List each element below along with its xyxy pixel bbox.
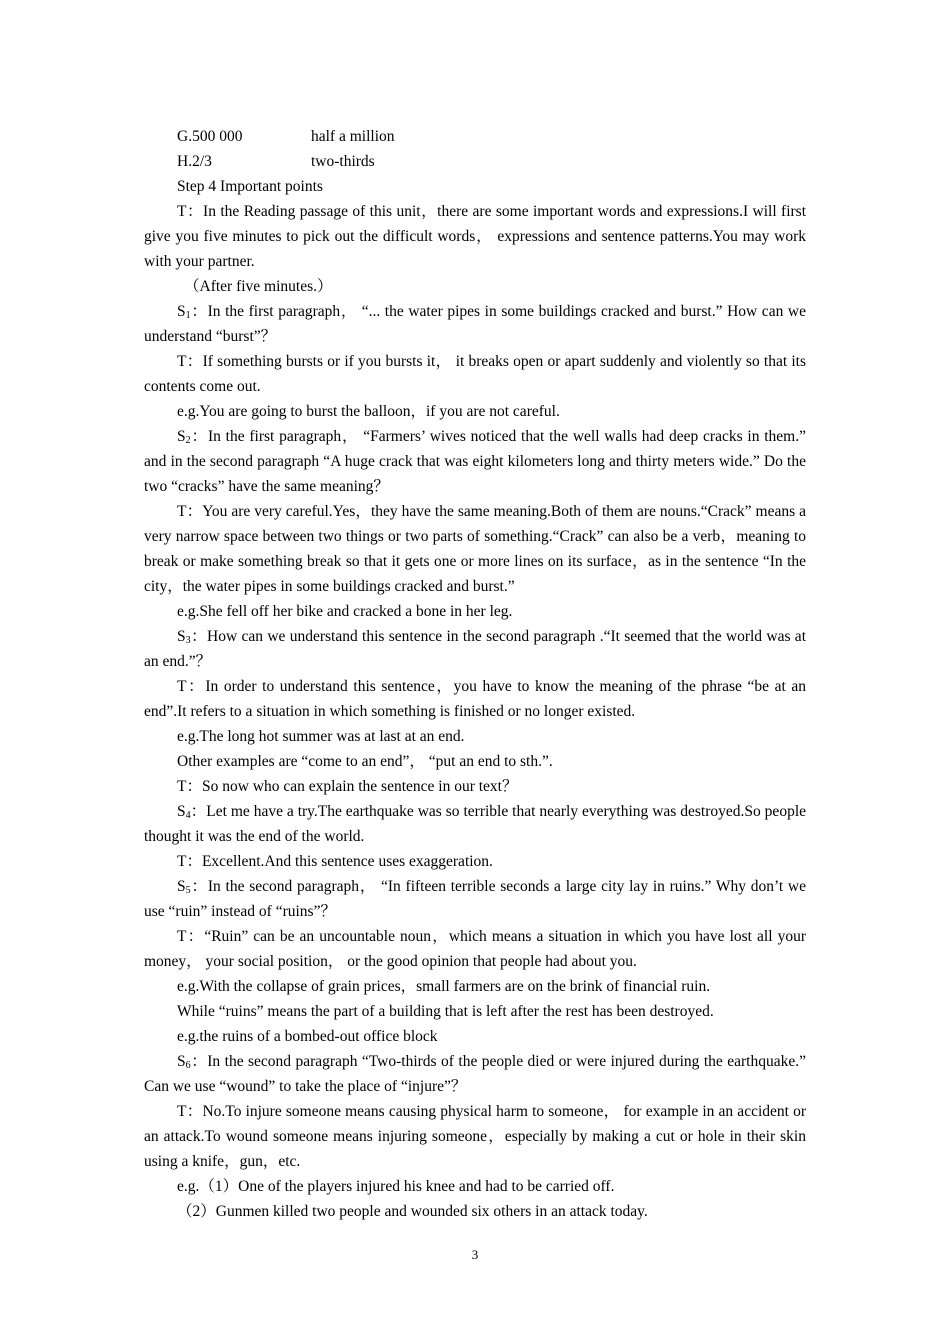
speaker-subscript: 3 [185, 635, 191, 646]
student-question-5 [144, 874, 806, 924]
number-value: G.500 000 [177, 128, 243, 145]
question-text: ：In the second paragraph “Two-thirds of the people died or were injured during the earthquake.” Can we use “wound” to take the place of “injure”？ [144, 1053, 806, 1095]
example-injure-2: （2）Gunmen killed two people and wounded six others in an attack today. [177, 1203, 648, 1220]
speaker-label: S [177, 878, 186, 895]
student-question-2 [144, 424, 806, 499]
other-examples: Other examples are “come to an end”， “put an end to sth.”. [177, 753, 553, 770]
teacher-intro-paragraph: T：In the Reading passage of this unit，there are some important words and expressions.I will first give you five minutes to pick out the difficult words， expressions and sentence patterns.You may work with your partner. [144, 203, 806, 270]
student-question-3 [144, 624, 806, 674]
teacher-answer-crack: T：You are very careful.Yes，they have the same meaning.Both of them are nouns.“Crack” means a very narrow space between two things or two parts of something.“Crack” can also be a verb，meaning to break or make something break so that it gets one or more lines on its surface，as in the sentence “In the city，the water pipes in some buildings cracked and burst.” [144, 503, 806, 595]
speaker-subscript: 1 [185, 310, 191, 321]
ruins-definition: While “ruins” means the part of a building that is left after the rest has been destroyed. [177, 1003, 714, 1020]
speaker-subscript: 2 [185, 435, 191, 446]
example-crack: e.g.She fell off her bike and cracked a bone in her leg. [177, 603, 513, 620]
speaker-label: S [177, 628, 186, 645]
example-end: e.g.The long hot summer was at last at an end. [177, 728, 465, 745]
number-word: two-thirds [311, 153, 375, 170]
student-question-6 [144, 1049, 806, 1099]
student-question-1 [144, 299, 806, 349]
page-number: 3 [471, 1247, 479, 1262]
speaker-label: S [177, 1053, 186, 1070]
question-text: ：In the first paragraph， “... the water pipes in some buildings cracked and burst.” How can we understand “burst”？ [144, 303, 806, 345]
speaker-label: S [177, 803, 186, 820]
teacher-feedback: T：Excellent.And this sentence uses exaggeration. [177, 853, 493, 870]
question-text: ：In the first paragraph， “Farmers’ wives noticed that the well walls had deep cracks in them.” and in the second paragraph “A huge crack that was eight kilometers long and thirty meters wide.” Do the two “cracks” have the same meaning？ [144, 428, 806, 495]
step-heading: Step 4 Important points [177, 178, 323, 195]
question-text: ：In the second paragraph， “In fifteen terrible seconds a large city lay in ruins.” Why don’t we use “ruin” instead of “ruins”？ [144, 878, 806, 920]
number-word: half a million [311, 128, 395, 145]
question-text: ：How can we understand this sentence in the second paragraph .“It seemed that the world was at an end.”？ [144, 628, 806, 670]
speaker-subscript: 6 [185, 1060, 191, 1071]
speaker-subscript: 4 [185, 810, 191, 821]
example-ruin: e.g.With the collapse of grain prices，small farmers are on the brink of financial ruin. [177, 978, 711, 995]
example-burst: e.g.You are going to burst the balloon，if you are not careful. [177, 403, 560, 420]
teacher-answer-ruin: T：“Ruin” can be an uncountable noun，which means a situation in which you have lost all your money， your social position， or the good opinion that people had about you. [144, 928, 806, 970]
teacher-answer-burst: T：If something bursts or if you bursts it， it breaks open or apart suddenly and violently so that its contents come out. [144, 353, 806, 395]
teacher-answer-injure: T：No.To injure someone means causing physical harm to someone， for example in an accident or an attack.To wound someone means injuring someone，especially by making a cut or hole in their skin using a knife，gun，etc. [144, 1103, 806, 1170]
example-injure-1: e.g.（1）One of the players injured his knee and had to be carried off. [177, 1178, 615, 1195]
number-value: H.2/3 [177, 153, 212, 170]
student-answer-4 [144, 799, 806, 849]
page-body [144, 124, 806, 1224]
stage-direction: （After five minutes.） [184, 278, 333, 295]
teacher-prompt: T：So now who can explain the sentence in our text？ [177, 778, 518, 795]
number-row [144, 124, 806, 149]
speaker-label: S [177, 428, 186, 445]
number-row [144, 149, 806, 174]
teacher-answer-end: T：In order to understand this sentence，you have to know the meaning of the phrase “be at an end”.It refers to a situation in which something is finished or no longer existed. [144, 678, 806, 720]
answer-text: ：Let me have a try.The earthquake was so terrible that nearly everything was destroyed.So people thought it was the end of the world. [144, 803, 806, 845]
example-ruins: e.g.the ruins of a bombed-out office block [177, 1028, 438, 1045]
speaker-label: S [177, 303, 186, 320]
speaker-subscript: 5 [185, 885, 191, 896]
